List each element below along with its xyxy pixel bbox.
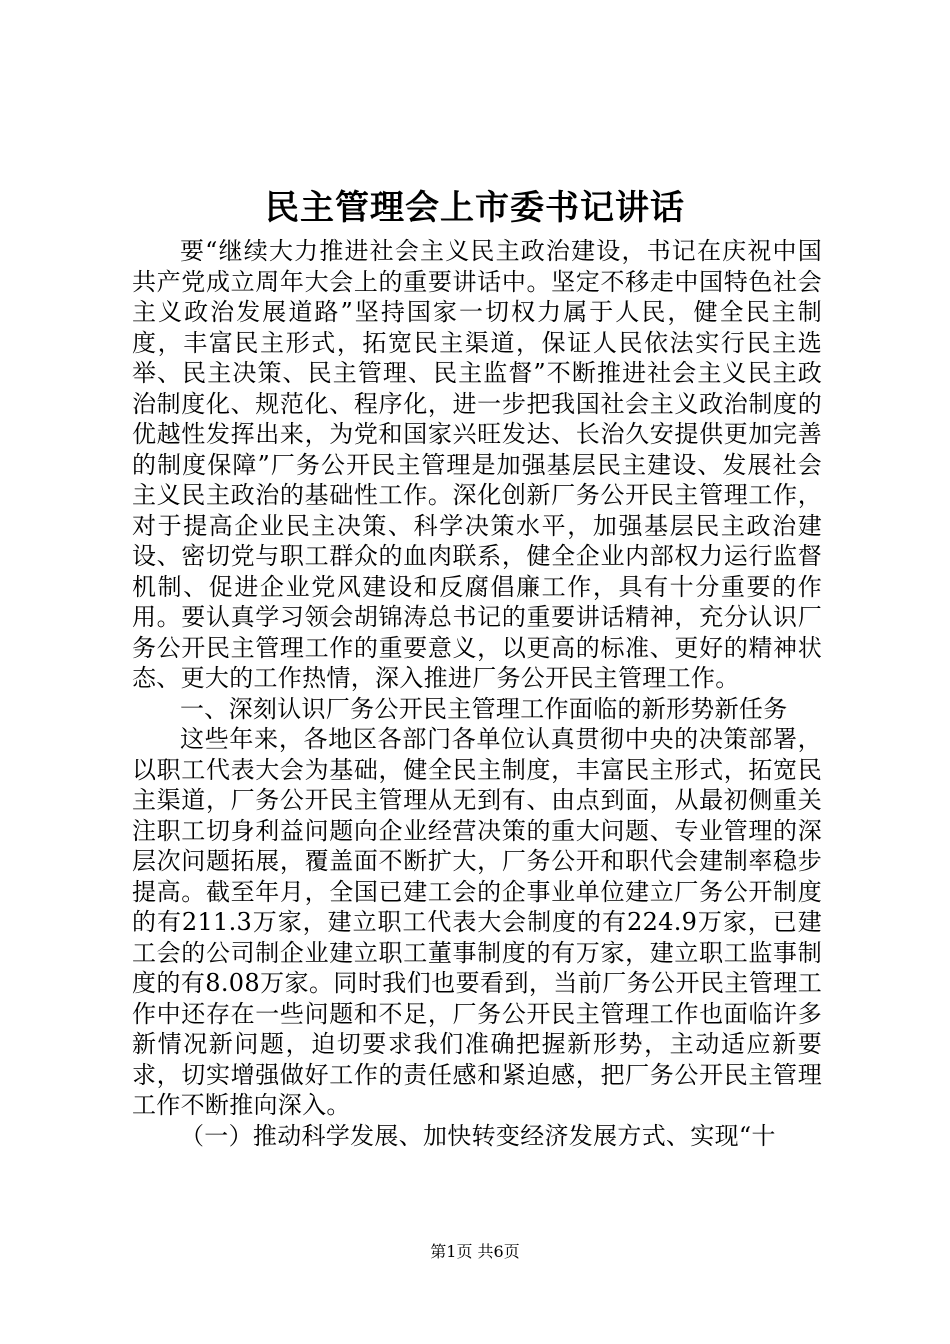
section-heading-1: 一、深刻认识厂务公开民主管理工作面临的新形势新任务: [180, 694, 788, 723]
paragraph-situation: 这些年来，各地区各部门各单位认真贯彻中央的决策部署，以职工代表大会为基础，健全民主制度，丰富民主形式，拓宽民主渠道，厂务公开民主管理从无到有、由点到面，从最初侧重关注职工切身利益问题向企业经营决策的重大问题、专业管理的深层次问题拓展，覆盖面不断扩大，厂务公开和职代会建制率稳步提高。截至年月，全国已建工会的企事业单位建立厂务公开制度的有211.3万家，建立职工代表大会制度的有224.9万家，已建工会的公司制企业建立职工董事制度的有万家，建立职工监事制度的有8.08万家。同时我们也要看到，当前厂务公开民主管理工作中还存在一些问题和不足，厂务公开民主管理工作也面临许多新情况新问题，迫切要求我们准确把握新形势，主动适应新要求，切实增强做好工作的责任感和紧迫感，把厂务公开民主管理工作不断推向深入。: [132, 725, 822, 1119]
subsection-heading-1: （一）推动科学发展、加快转变经济发展方式、实现“十: [180, 1121, 776, 1150]
paragraph-intro: 要“继续大力推进社会主义民主政治建设，书记在庆祝中国共产党成立周年大会上的重要讲话中。坚定不移走中国特色社会主义政治发展道路”坚持国家一切权力属于人民，健全民主制度，丰富民主形式，拓宽民主渠道，保证人民依法实行民主选举、民主决策、民主管理、民主监督”不断推进社会主义民主政治制度化、规范化、程序化，进一步把我国社会主义政治制度的优越性发挥出来，为党和国家兴旺发达、长治久安提供更加完善的制度保障”厂务公开民主管理是加强基层民主建设、发展社会主义民主政治的基础性工作。深化创新厂务公开民主管理工作，对于提高企业民主决策、科学决策水平，加强基层民主政治建设、密切党与职工群众的血肉联系，健全企业内部权力运行监督机制、促进企业党风建设和反腐倡廉工作，具有十分重要的作用。要认真学习领会胡锦涛总书记的重要讲话精神，充分认识厂务公开民主管理工作的重要意义，以更高的标准、更好的精神状态、更大的工作热情，深入推进厂务公开民主管理工作。: [132, 237, 822, 692]
page-number-footer: 第1页 共6页: [430, 1242, 520, 1261]
document-body: [132, 236, 822, 1151]
document-title: 民主管理会上市委书记讲话: [265, 188, 685, 228]
